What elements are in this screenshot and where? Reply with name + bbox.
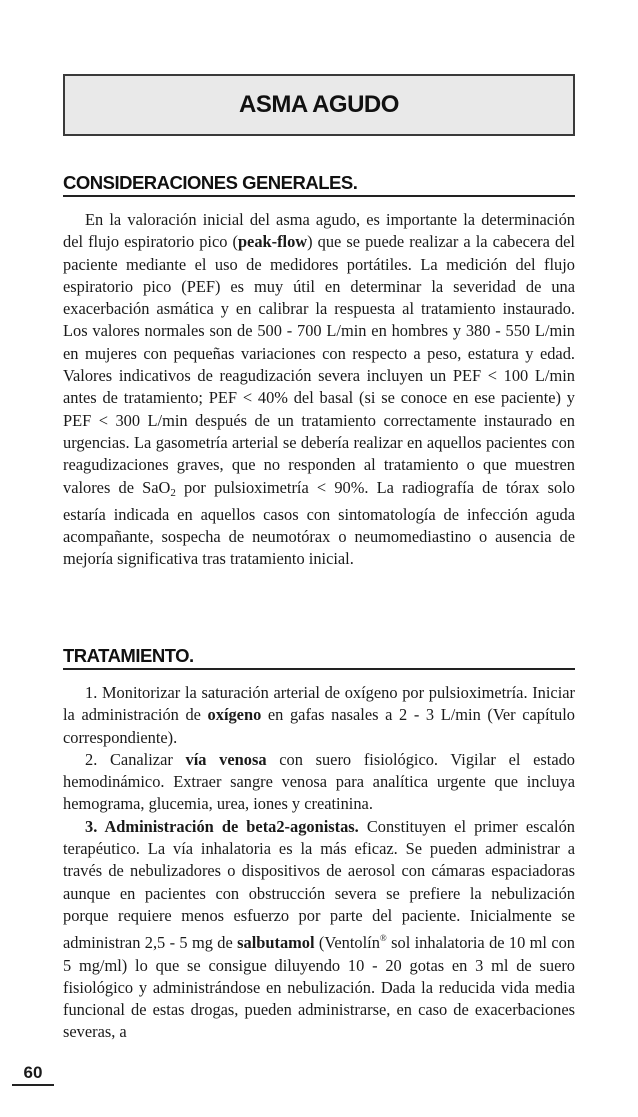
text-run: Monitorizar la saturación arterial de oxígeno por pulsioximetría. Iniciar la administración de [63, 683, 575, 725]
section-heading-text: TRATAMIENTO. [63, 645, 194, 666]
text-run: En la valoración inicial del asma agudo, es importante la determinación del flujo espiratorio pico ( [63, 210, 575, 252]
bold-term: peak-flow [237, 232, 308, 252]
bold-term: Administración de beta2-agonistas. [97, 816, 359, 836]
item-number: 1. [85, 683, 98, 702]
bold-term: salbutamol [237, 933, 315, 953]
list-item [63, 749, 575, 816]
item-number: 2. [85, 749, 98, 769]
text-run: sol inhalatoria de 10 ml con 5 mg/ml) lo que se consigue diluyendo 10 - 20 gotas en 3 ml de suero fisiológico y administrándose en nebulización. Dada la reducida vida media funcional de estas drogas, pueden administrarse, en caso de exacerbaciones severas, a [63, 933, 575, 1042]
section-heading-text: CONSIDERACIONES GENERALES. [63, 172, 358, 193]
text-run: ) que se puede realizar a la cabecera del paciente mediante el uso de medidores portátiles. La medición del flujo espiratorio pico (PEF) es muy útil en determinar la severidad de una exacerbación asmática y en calibrar la respuesta al tratamiento instaurado. Los valores normales son de 500 - 700 L/min en hombres y 380 - 550 L/min en mujeres con pequeñas variaciones con respecto a peso, estatura y edad. Valores indicativos de reagudización severa incluyen un PEF < 100 L/min antes de tratamiento; PEF < 40% del basal (si se conoce en ese paciente) y PEF < 300 L/min después de un tratamiento correctamente instaurado en urgencias. La gasometría arterial se debería realizar en aquellos pacientes con reagudizaciones graves, que no responden al tratamiento o que muestren valores de SaO [63, 232, 575, 497]
chapter-title-box [63, 74, 575, 136]
list-item [63, 682, 575, 749]
text-run: en gafas nasales a 2 - 3 L/min (Ver capítulo correspondiente). [63, 705, 575, 747]
subscript: 2 [170, 486, 176, 499]
chapter-title: ASMA AGUDO [239, 91, 399, 118]
text-run: con suero fisiológico. Vigilar el estado hemodinámico. Extraer sangre venosa para analítica urgente que incluya hemograma, glucemia, urea, iones y creatinina. [63, 749, 575, 814]
text-run: (Ventolín [314, 933, 380, 953]
section-body-tratamiento [63, 682, 575, 1044]
paragraph [63, 209, 575, 571]
text-run: por pulsioximetría < 90%. La radiografía de tórax solo estaría indicada en aquellos casos con sintomatología de infección aguda acompañante, sospecha de neumotórax o neumomediastino o ausencia de mejoría significativa tras tratamiento inicial. [63, 477, 575, 569]
superscript: ® [379, 933, 387, 944]
page-number: 60 [12, 1063, 54, 1086]
bold-term: vía venosa [185, 749, 267, 769]
section-body-consideraciones [63, 209, 575, 571]
section-heading-tratamiento [63, 645, 575, 670]
list-item [63, 816, 575, 1044]
section-heading-consideraciones [63, 172, 575, 197]
text-run: Constituyen el primer escalón terapéutico. La vía inhalatoria es la más eficaz. Se pueden administrar a través de nebulizadores o dispositivos de aerosol con cámaras espaciadoras aunque en pacientes con obstrucción severa se prefiere la nebulización porque requiere menos esfuerzo por parte del paciente. Inicialmente se administran 2,5 - 5 mg de [63, 816, 575, 953]
bold-term: oxígeno [207, 705, 262, 725]
text-run: Canalizar [97, 749, 186, 769]
item-number: 3. [85, 816, 98, 836]
